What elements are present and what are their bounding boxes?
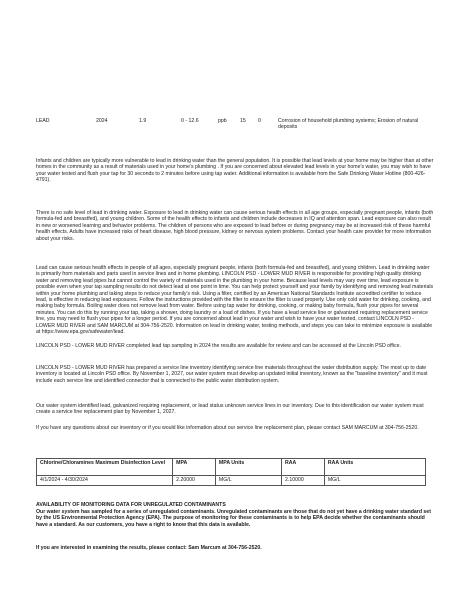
violation-count: 0 bbox=[258, 118, 261, 124]
lead-sampling-paragraph: LINCOLN PSD - LOWER MUD RIVER completed lead tap sampling in 2024 the results are available for review and can be accessed at the Lincoln PSD office. bbox=[36, 343, 401, 349]
table-cell: 4/1/2024 - 4/30/2024 bbox=[37, 476, 173, 486]
unregulated-body: Our water system has sampled for a series of unregulated contaminants. Unregulated contaminants are those that do not yet have a drinking water standard set by the US Environmental Protection Agency (EPA). The purpose of monitoring for these contaminants is to help EPA decide whether the contaminants should have a standard. As our customers, you have a right to know that this data is available. bbox=[36, 509, 431, 528]
lead-health-paragraph: There is no safe level of lead in drinking water. Exposure to lead in drinking water can cause serious health effects in all age groups, especially pregnant people, infants (both formula-fed and breastfed), and young children. Some of the health effects to infants and children include decreases in IQ and attention span. Lead exposure can also result in new or worsened learning and behavior problems. The children of persons who are exposed to lead before or during pregnancy may be at increased risk of these harmful health effects. Adults have increased risks of heart disease, high blood pressure, kidney or nervous system problems. Contact your health care provider for more information about your risks. bbox=[36, 210, 434, 242]
lead-value: 1.9 bbox=[139, 118, 147, 124]
disinfection-table bbox=[36, 458, 426, 486]
lead-source: Corrosion of household plumbing systems; Erosion of natural deposits bbox=[278, 118, 419, 131]
table-header: MPA bbox=[173, 459, 216, 476]
unregulated-heading: AVAILABILITY OF MONITORING DATA FOR UNREGULATED CONTAMINANTS bbox=[36, 502, 226, 508]
contaminant-name: LEAD bbox=[36, 118, 50, 124]
table-header-row bbox=[37, 459, 426, 476]
sample-year: 2024 bbox=[96, 118, 108, 124]
table-header: Chlorine/Chloramines Maximum Disinfection Level bbox=[37, 459, 173, 476]
table-header: RAA Units bbox=[324, 459, 425, 476]
lead-range: 0 - 12.6 bbox=[181, 118, 199, 124]
inventory-contact-paragraph: If you have any questions about our inventory or if you would like information about our service line replacement plan, please contact SAM MARCUM at 304-756-2520. bbox=[36, 425, 419, 431]
lead-info-paragraph: Lead can cause serious health effects in people of all ages, especially pregnant people, infants (both formula-fed and breastfed), and young children. Lead in drinking water is primarily from materials and parts used in service lines and in home plumbing. LINCOLN PSD - LOWER MUD RIVER is responsible for providing high quality drinking water and removing lead pipes but cannot control the variety of materials used in the plumbing in your home. Because lead levels may vary over time, lead exposure is possible even when your tap sampling results do not detect lead at one point in time. You can help protect yourself and your family by identifying and removing lead materials within your home plumbing and taking steps to reduce your family's risk. Using a filter, certified by an American National Standards Institute accredited certifier to reduce lead, is effective in reducing lead exposures. Follow the instructions provided with the filter to ensure the filter is used properly. Use only cold water for drinking, cooking, and making baby formula. Boiling water does not remove lead from water. Before using tap water for drinking, cooking, or making baby formula, flush your pipes for several minutes. You can do this by running your tap, taking a shower, doing laundry or a load of dishes. If you have a lead service line or galvanized requiring replacement service line, you may need to flush your pipes for a longer period. If you are concerned about lead in your water and wish to have your water tested, contact LINCOLN PSD - LOWER MUD RIVER and SAM MARCUM at 304-756-2520. Information on lead in drinking water, testing methods, and steps you can take to minimize exposure is available at https://www.epa.gov/safewater/lead. bbox=[36, 265, 434, 336]
table-row bbox=[37, 476, 426, 486]
table-cell: MG/L bbox=[324, 476, 425, 486]
table-header: RAA bbox=[282, 459, 325, 476]
action-level: 15 bbox=[240, 118, 246, 124]
table-cell: 2.10000 bbox=[282, 476, 325, 486]
unregulated-contact: If you are interested in examining the results, please contact: Sam Marcum at 304-756-2520. bbox=[36, 545, 262, 551]
lead-vulnerability-paragraph: Infants and children are typically more vulnerable to lead in drinking water than the general population. It is possible that lead levels at your home may be higher than at other homes in the community as a result of materials used in your home's plumbing . If you are concerned about elevated lead levels in your home's water, you may wish to have your water tested and flush your tap for 30 seconds to 2 minutes before using tap water. Additional information is available from the Safe Drinking Water Hotline (800-426-4791). bbox=[36, 158, 434, 184]
lead-unit: ppb bbox=[218, 118, 227, 124]
replacement-plan-paragraph: Our water system identified lead, galvanized requiring replacement, or lead status unknown service lines in our inventory. Due to this identification our water system must create a service line replacement plan by November 1, 2027. bbox=[36, 403, 424, 416]
table-header: MPA Units bbox=[215, 459, 281, 476]
table-cell: MG/L bbox=[215, 476, 281, 486]
table-cell: 2.20000 bbox=[173, 476, 216, 486]
service-line-inventory-paragraph: LINCOLN PSD - LOWER MUD RIVER has prepared a service line inventory identifying service line materials throughout the water distribution supply. The most up to date inventory is located at Lincoln PSD office. By November 1, 2027, our water system must develop an updated initial inventory, known as the "baseline inventory" and it must include each service line and identified connector that is connected to the public water distribution system. bbox=[36, 365, 428, 384]
